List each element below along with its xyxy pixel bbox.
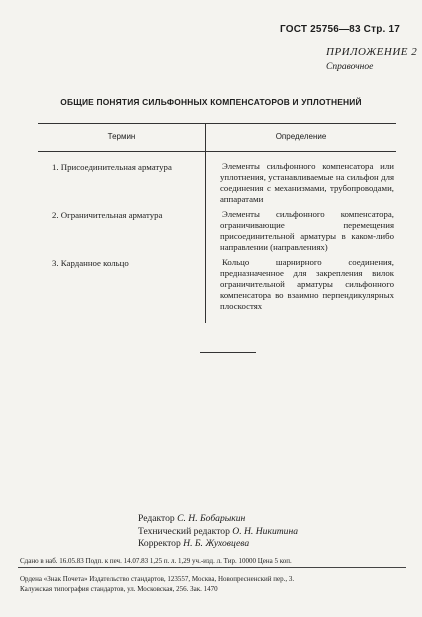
editor-name: О. Н. Никитина (232, 525, 299, 537)
editor-line (138, 538, 298, 551)
imprint-publisher (20, 575, 294, 594)
table-header-rule (38, 151, 396, 152)
imprint-rule (18, 567, 406, 568)
editor-name: С. Н. Бобарыкин (177, 513, 246, 524)
column-header-term: Термин (107, 132, 136, 141)
terms-table (38, 123, 396, 323)
table-row-definition: Кольцо шарнирного соединения, предназначенное для закрепления вилок ограничительной арматуры сильфонного компенсатора во взаимно перпендикулярных плоскостях (220, 257, 394, 311)
table-row-term: 1. Присоединительная арматура (52, 162, 172, 172)
editor-line (138, 513, 298, 526)
table-row-term: 2. Ограничительная арматура (52, 210, 163, 220)
table-column-divider (205, 123, 206, 323)
column-header-definition: Определение (275, 132, 327, 141)
editor-role: Корректор (138, 538, 181, 549)
imprint-publisher-line: Ордена «Знак Почета» Издательство стандартов, 123557, Москва, Новопресненский пер., 3. (20, 575, 295, 583)
appendix-sublabel: Справочное (326, 62, 374, 72)
table-top-rule (38, 123, 396, 124)
table-row-definition: Элементы сильфонного компенсатора или уплотнения, устанавливаемые на сильфон для соединения с механизмами, трубопроводами, аппаратами (220, 161, 394, 204)
editor-role: Редактор (138, 513, 175, 524)
editor-role: Технический редактор (138, 525, 230, 537)
document-title: ОБЩИЕ ПОНЯТИЯ СИЛЬФОННЫХ КОМПЕНСАТОРОВ И УПЛОТНЕНИЙ (60, 97, 362, 107)
appendix-label: ПРИЛОЖЕНИЕ 2 (326, 46, 418, 58)
table-row-definition: Элементы сильфонного компенсатора, ограничивающие перемещения присоединительной арматуры в каком-либо направлении (направлениях) (220, 209, 394, 252)
imprint-printer-line: Калужская типография стандартов, ул. Московская, 256. Зак. 1470 (20, 584, 218, 593)
editors-block (138, 513, 298, 551)
imprint-print-data: Сдано в наб. 16.05.83 Подп. к печ. 14.07.83 1,25 п. л. 1,29 уч.-изд. л. Тир. 10000 Цена 5 коп. (20, 557, 292, 565)
table-row-term: 3. Карданное кольцо (52, 258, 129, 268)
editor-name: Н. Б. Жуховцева (183, 538, 250, 549)
page-header-standard: ГОСТ 25756—83 Стр. 17 (280, 24, 400, 35)
section-divider (200, 352, 256, 353)
editor-line (138, 526, 298, 539)
